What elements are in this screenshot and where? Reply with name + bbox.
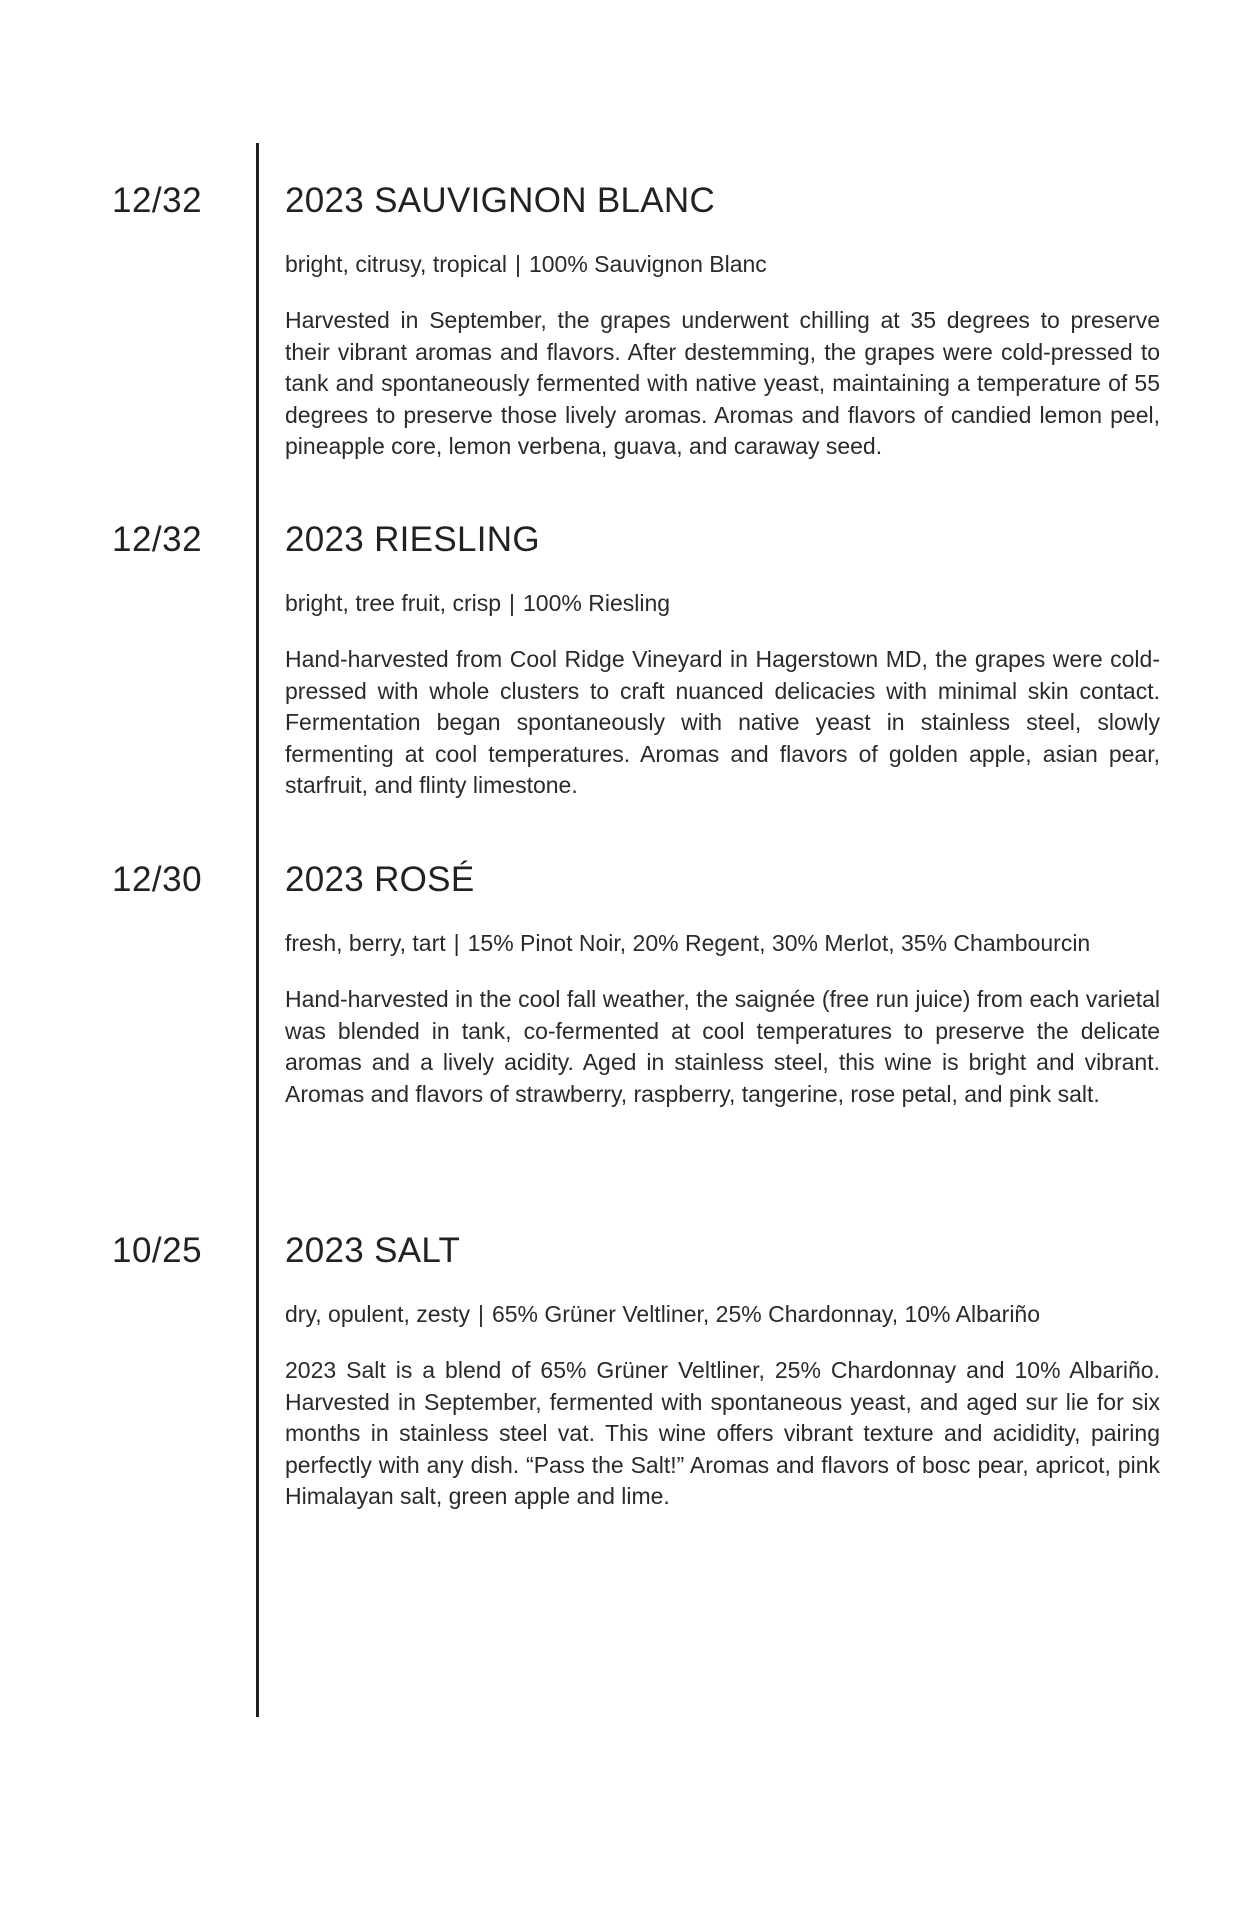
- wine-tasting-notes: dry, opulent, zesty: [285, 1301, 470, 1327]
- wine-title: 2023 ROSÉ: [285, 860, 475, 899]
- wine-price: 12/32: [112, 181, 203, 220]
- wine-content: [285, 857, 1160, 1110]
- wine-tasting-notes: bright, tree fruit, crisp: [285, 590, 502, 616]
- meta-separator: |: [509, 590, 516, 616]
- wine-tasting-notes: bright, citrusy, tropical: [285, 251, 507, 277]
- wine-varietal: 100% Sauvignon Blanc: [528, 251, 767, 277]
- wine-description: Harvested in September, the grapes underwent chilling at 35 degrees to preserve their vibrant aromas and flavors. After destemming, the grapes were cold-pressed to tank and spontaneously fermented with native yeast, maintaining a temperature of 55 degrees to preserve those lively aromas. Aromas and flavors of candied lemon peel, pineapple core, lemon verbena, guava, and caraway seed.: [285, 307, 1160, 459]
- wine-description: Hand-harvested in the cool fall weather, the saignée (free run juice) from each varietal was blended in tank, co-fermented at cool temperatures to preserve the delicate aromas and a lively acidity. Aged in stainless steel, this wine is bright and vibrant. Aromas and flavors of strawberry, raspberry, tangerine, rose petal, and pink salt.: [285, 986, 1160, 1107]
- meta-separator: |: [514, 251, 521, 277]
- wine-tasting-notes: fresh, berry, tart: [285, 930, 446, 956]
- meta-separator: |: [453, 930, 460, 956]
- wine-meta: [285, 588, 1160, 618]
- meta-separator: |: [477, 1301, 484, 1327]
- wine-description: Hand-harvested from Cool Ridge Vineyard in Hagerstown MD, the grapes were cold-pressed with whole clusters to craft nuanced delicacies with minimal skin contact. Fermentation began spontaneously with native yeast in stainless steel, slowly fermenting at cool temperatures. Aromas and flavors of golden apple, asian pear, starfruit, and flinty limestone.: [285, 646, 1160, 798]
- wine-title: 2023 RIESLING: [285, 520, 540, 559]
- wine-varietal: 15% Pinot Noir, 20% Regent, 30% Merlot, 35% Chambourcin: [467, 930, 1091, 956]
- wine-price: 12/30: [112, 860, 203, 899]
- wine-description: 2023 Salt is a blend of 65% Grüner Veltliner, 25% Chardonnay and 10% Albariño. Harvested in September, fermented with spontaneous yeast, and aged sur lie for six months in stainless steel vat. This wine offers vibrant texture and acididity, pairing perfectly with any dish. “Pass the Salt!” Aromas and flavors of bosc pear, apricot, pink Himalayan salt, green apple and lime.: [285, 1357, 1160, 1509]
- wine-varietal: 100% Riesling: [523, 590, 671, 616]
- wine-content: [285, 1228, 1160, 1513]
- wine-varietal: 65% Grüner Veltliner, 25% Chardonnay, 10% Albariño: [491, 1301, 1041, 1327]
- wine-price: 12/32: [112, 520, 203, 559]
- wine-meta: [285, 928, 1160, 958]
- wine-price: 10/25: [112, 1231, 203, 1270]
- wine-meta: [285, 1299, 1160, 1329]
- wine-meta: [285, 249, 1160, 279]
- wine-content: [285, 517, 1160, 802]
- wine-title: 2023 SALT: [285, 1231, 461, 1270]
- wine-content: [285, 178, 1160, 463]
- wine-title: 2023 SAUVIGNON BLANC: [285, 181, 716, 220]
- vertical-divider: [256, 143, 259, 1717]
